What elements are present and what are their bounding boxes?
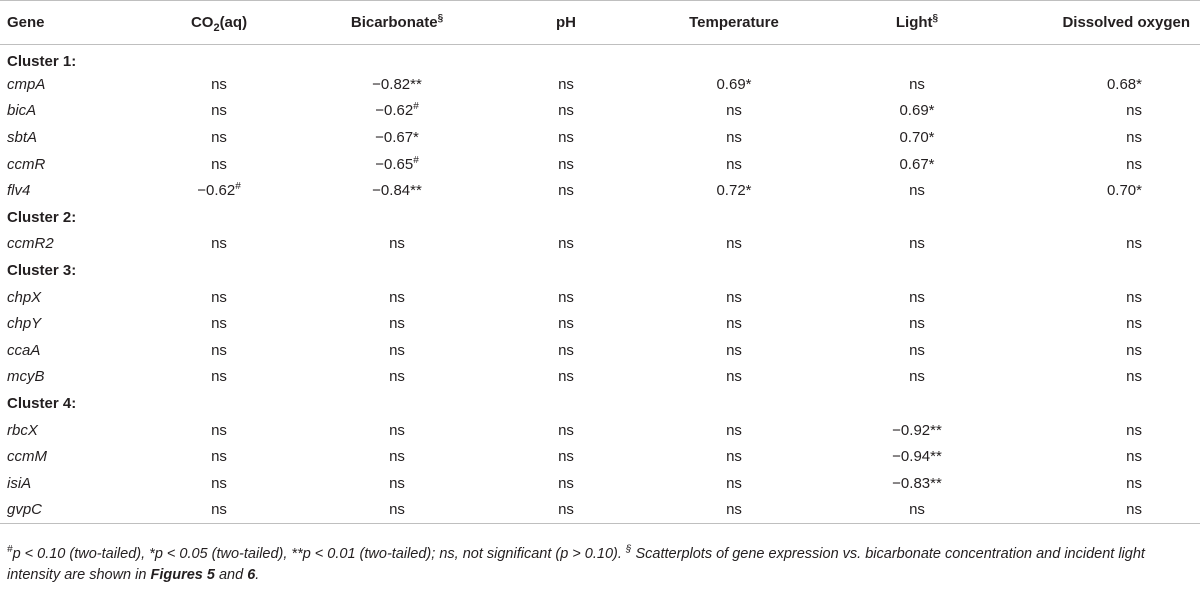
bicarbonate-cell: −0.62# <box>375 101 419 120</box>
co2-cell: ns <box>211 235 227 253</box>
footnote-section-mark: § <box>625 544 632 556</box>
light-cell: ns <box>909 75 925 93</box>
table-row <box>0 443 1200 470</box>
light-cell: ns <box>909 235 925 253</box>
temperature-cell: 0.69* <box>716 75 752 93</box>
bicarbonate-cell: ns <box>389 235 405 253</box>
light-cell: ns <box>822 497 1012 524</box>
light-cell: −0.92** <box>892 421 942 439</box>
temperature-cell: ns <box>726 155 742 173</box>
ph-cell: ns <box>558 182 574 200</box>
co2-cell: ns <box>211 368 227 386</box>
significance-mark: # <box>413 101 419 113</box>
co2-cell: ns <box>211 129 227 147</box>
light-cell: −0.83** <box>892 474 942 492</box>
cluster-heading-row <box>0 390 1200 417</box>
table-row <box>0 284 1200 311</box>
gene-name-cell: flv4 <box>7 182 31 200</box>
gene-name-cell: chpY <box>7 315 42 333</box>
temperature-cell: ns <box>726 102 742 120</box>
bicarbonate-cell: ns <box>389 341 405 359</box>
footnote-hash-mark: # <box>7 544 13 556</box>
cluster-heading-row <box>0 257 1200 284</box>
gene-name-cell: isiA <box>7 474 32 492</box>
dissolved-oxygen-cell: ns <box>1012 497 1200 524</box>
header-co2-suffix: (aq) <box>219 14 248 31</box>
dissolved-oxygen-cell: ns <box>1126 421 1142 439</box>
ph-cell: ns <box>558 448 574 466</box>
bicarbonate-cell: ns <box>308 497 486 524</box>
ph-cell: ns <box>486 497 646 524</box>
table-row <box>0 337 1200 364</box>
footnote-end-text: . <box>255 567 260 583</box>
gene-name-cell: ccaA <box>7 341 41 359</box>
light-cell: 0.70* <box>899 129 935 147</box>
ph-cell: ns <box>558 421 574 439</box>
table-row <box>0 310 1200 337</box>
significance-mark: # <box>413 154 419 166</box>
bicarbonate-cell: −0.84** <box>372 182 422 200</box>
header-bicarbonate-label: Bicarbonate <box>350 14 438 31</box>
co2-cell: ns <box>211 474 227 492</box>
ph-cell: ns <box>558 155 574 173</box>
header-gene: Gene <box>0 1 130 45</box>
gene-name-cell: rbcX <box>7 421 38 439</box>
header-co2 <box>130 1 308 45</box>
table-header <box>0 1 1200 45</box>
temperature-cell: ns <box>646 497 822 524</box>
ph-cell: ns <box>558 368 574 386</box>
co2-cell: −0.62# <box>197 181 241 200</box>
header-light-mark: § <box>932 13 939 24</box>
header-temperature: Temperature <box>646 1 822 45</box>
gene-name-cell: ccmM <box>7 448 47 466</box>
cluster-heading-row <box>0 204 1200 231</box>
significance-mark: # <box>235 181 241 193</box>
bicarbonate-cell: ns <box>389 315 405 333</box>
ph-cell: ns <box>558 129 574 147</box>
footnote-figure6-link[interactable]: 6 <box>247 567 256 583</box>
co2-cell: ns <box>211 448 227 466</box>
light-cell: 0.69* <box>899 102 935 120</box>
footnote-and-text: and <box>214 567 248 583</box>
temperature-cell: ns <box>726 448 742 466</box>
ph-cell: ns <box>558 341 574 359</box>
header-ph: pH <box>486 1 646 45</box>
footnote-significance-text: p < 0.10 (two-tailed), *p < 0.05 (two-tailed), **p < 0.01 (two-tailed); ns, not significant (p > 0.10). <box>12 546 626 562</box>
dissolved-oxygen-cell: ns <box>1126 155 1142 173</box>
cluster-label: Cluster 3: <box>7 262 77 280</box>
table-body <box>0 45 1200 524</box>
co2-cell: ns <box>211 102 227 120</box>
light-cell: ns <box>909 341 925 359</box>
temperature-cell: ns <box>726 235 742 253</box>
table-row <box>0 98 1200 125</box>
cluster-label: Cluster 4: <box>7 395 77 413</box>
cluster-heading-row <box>0 45 1200 72</box>
table-row <box>0 71 1200 98</box>
dissolved-oxygen-cell: ns <box>1126 474 1142 492</box>
temperature-cell: ns <box>726 341 742 359</box>
gene-name-cell: chpX <box>7 288 42 306</box>
table-row <box>0 231 1200 258</box>
light-cell: −0.94** <box>892 448 942 466</box>
gene-name-cell: gvpC <box>0 497 130 524</box>
gene-name-cell: bicA <box>7 102 37 120</box>
gene-name-cell: mcyB <box>7 368 45 386</box>
table-row <box>0 497 1200 524</box>
header-light-label: Light <box>895 14 933 31</box>
co2-cell: ns <box>211 341 227 359</box>
table-row <box>0 364 1200 391</box>
dissolved-oxygen-cell: 0.70* <box>1106 182 1142 200</box>
temperature-cell: ns <box>726 474 742 492</box>
bicarbonate-cell: ns <box>389 288 405 306</box>
co2-cell: ns <box>211 155 227 173</box>
dissolved-oxygen-cell: ns <box>1126 235 1142 253</box>
header-co2-main: CO <box>190 14 214 31</box>
temperature-cell: ns <box>726 421 742 439</box>
ph-cell: ns <box>558 474 574 492</box>
dissolved-oxygen-cell: ns <box>1126 341 1142 359</box>
table-row <box>0 470 1200 497</box>
bicarbonate-cell: ns <box>389 448 405 466</box>
table-row <box>0 124 1200 151</box>
bicarbonate-cell: −0.67* <box>375 129 419 147</box>
bicarbonate-cell: ns <box>389 474 405 492</box>
header-dissolved-oxygen: Dissolved oxygen <box>1012 1 1200 45</box>
dissolved-oxygen-cell: ns <box>1126 368 1142 386</box>
gene-name-cell: sbtA <box>7 129 38 147</box>
temperature-cell: ns <box>726 288 742 306</box>
cluster-label: Cluster 1: <box>7 52 77 70</box>
light-cell: ns <box>909 182 925 200</box>
gene-name-cell: ccmR <box>7 155 46 173</box>
header-bicarbonate <box>308 1 486 45</box>
table-row <box>0 151 1200 178</box>
table-footnote <box>7 544 1193 586</box>
cluster-label: Cluster 2: <box>7 208 77 226</box>
co2-cell: ns <box>130 497 308 524</box>
ph-cell: ns <box>558 75 574 93</box>
dissolved-oxygen-cell: ns <box>1126 129 1142 147</box>
co2-cell: ns <box>211 421 227 439</box>
bicarbonate-cell: −0.65# <box>375 154 419 173</box>
temperature-cell: ns <box>726 368 742 386</box>
ph-cell: ns <box>558 288 574 306</box>
header-co2-subscript: 2 <box>213 22 220 34</box>
temperature-cell: 0.72* <box>716 182 752 200</box>
temperature-cell: ns <box>726 129 742 147</box>
dissolved-oxygen-cell: ns <box>1126 448 1142 466</box>
bicarbonate-cell: −0.82** <box>372 75 422 93</box>
dissolved-oxygen-cell: ns <box>1126 102 1142 120</box>
footnote-scatterplot-text: Scatterplots of gene expression vs. bicarbonate concentration and incident light intensity are shown in <box>7 546 1145 583</box>
ph-cell: ns <box>558 315 574 333</box>
header-light <box>822 1 1012 45</box>
gene-name-cell: ccmR2 <box>7 235 54 253</box>
light-cell: ns <box>909 368 925 386</box>
light-cell: ns <box>909 315 925 333</box>
bicarbonate-cell: ns <box>389 368 405 386</box>
table-row <box>0 417 1200 444</box>
co2-cell: ns <box>211 315 227 333</box>
light-cell: ns <box>909 288 925 306</box>
co2-cell: ns <box>211 288 227 306</box>
header-row <box>0 1 1200 45</box>
ph-cell: ns <box>558 102 574 120</box>
dissolved-oxygen-cell: ns <box>1126 288 1142 306</box>
footnote-figure5-link[interactable]: Figures 5 <box>150 567 215 583</box>
table-row <box>0 177 1200 204</box>
bicarbonate-cell: ns <box>389 421 405 439</box>
temperature-cell: ns <box>726 315 742 333</box>
dissolved-oxygen-cell: 0.68* <box>1106 75 1142 93</box>
ph-cell: ns <box>558 235 574 253</box>
gene-name-cell: cmpA <box>7 75 46 93</box>
light-cell: 0.67* <box>899 155 935 173</box>
header-bicarbonate-mark: § <box>437 13 444 24</box>
dissolved-oxygen-cell: ns <box>1126 315 1142 333</box>
co2-cell: ns <box>211 75 227 93</box>
